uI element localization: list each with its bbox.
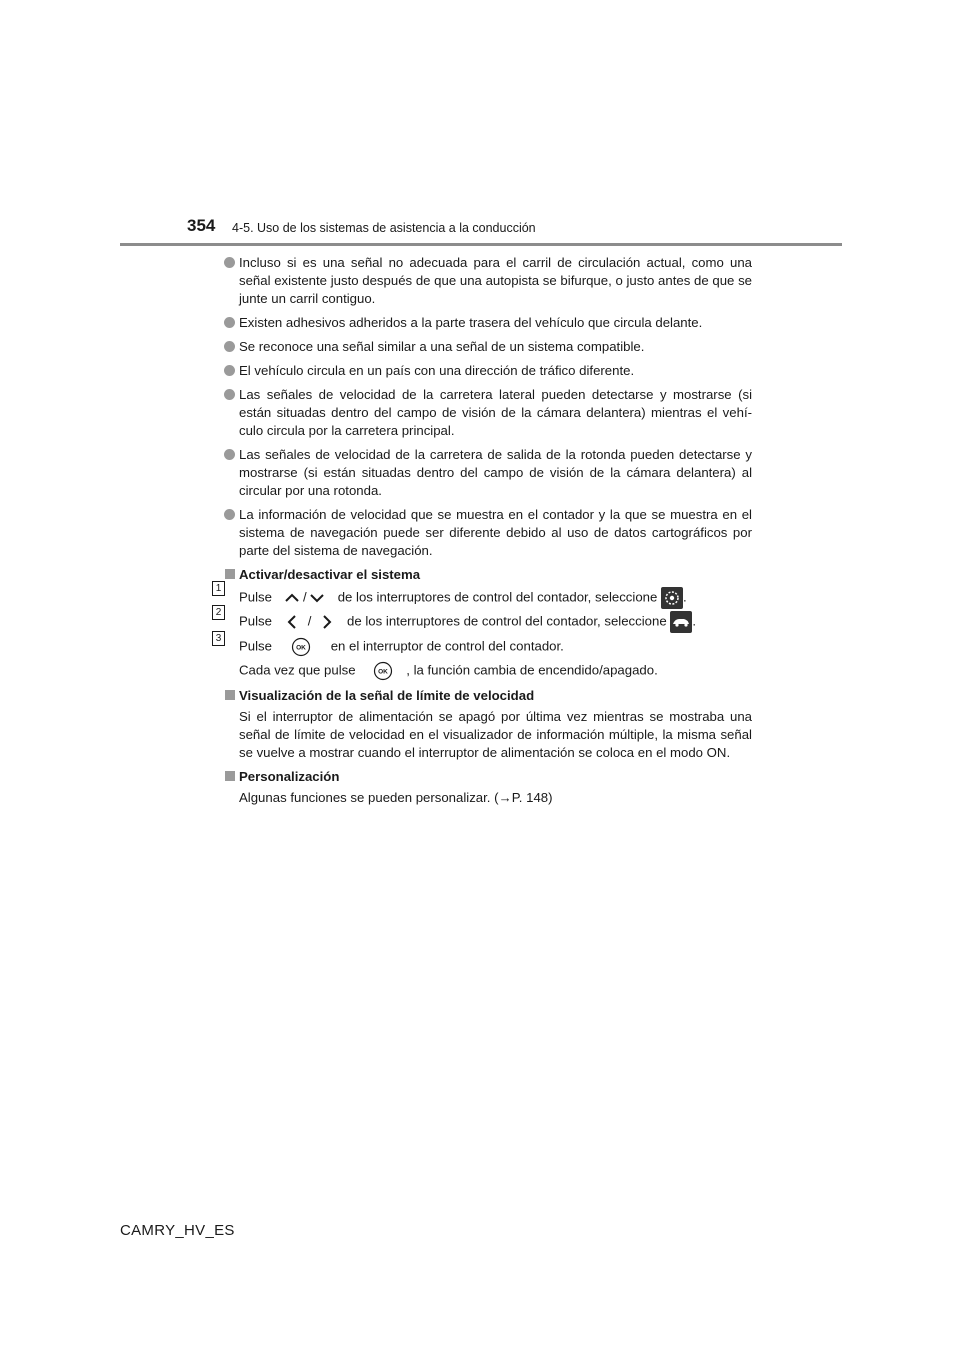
bullet-dot-icon bbox=[224, 341, 235, 352]
bullet-item: Las señales de velocidad de la carretera de salida de la rotonda pueden detectarse y mostrarse (si están situadas dentro del campo de visión de la cámara delantera) al circular por una rotonda. bbox=[224, 446, 752, 500]
ok-label: OK bbox=[378, 668, 388, 676]
page-number: 354 bbox=[187, 216, 216, 235]
bullet-dot-icon bbox=[224, 449, 235, 460]
activar-heading: Activar/desactivar el sistema bbox=[224, 566, 752, 584]
bullet-dot-icon bbox=[224, 389, 235, 400]
bullet-item: Incluso si es una señal no adecuada para el carril de circulación actual, como una señal existente justo después de que una autopista se bifurque, o justo antes de que se junte un carril contiguo. bbox=[224, 254, 752, 308]
step-1: 1 Pulse / de los interruptores de control del contador, seleccione . bbox=[224, 587, 752, 605]
step-note: Cada vez que pulse OK , la función cambia de encendido/apagado. bbox=[224, 661, 752, 681]
personalizacion-heading: Personalización bbox=[224, 768, 752, 786]
bullet-dot-icon bbox=[224, 509, 235, 520]
chevron-down-icon bbox=[310, 593, 324, 603]
bullet-dot-icon bbox=[224, 257, 235, 268]
footer-model: CAMRY_HV_ES bbox=[120, 1222, 235, 1239]
section-square-icon bbox=[225, 690, 235, 700]
chevron-up-icon bbox=[285, 593, 299, 603]
bullet-item: El vehículo circula en un país con una dirección de tráfico diferente. bbox=[224, 362, 752, 380]
page-content bbox=[215, 254, 752, 813]
bullet-item: Las señales de velocidad de la carretera lateral pueden detectarse y mostrarse (si están situadas dentro del campo de visión de la cámara delantera) mientras el vehí-culo circula por la carretera principal. bbox=[224, 386, 752, 440]
section-title: 4-5. Uso de los sistemas de asistencia a la conducción bbox=[232, 221, 536, 235]
chevron-right-icon bbox=[322, 615, 332, 629]
step-number: 3 bbox=[212, 631, 225, 646]
section-square-icon bbox=[225, 771, 235, 781]
ok-button-icon bbox=[373, 661, 393, 681]
bullet-item: La información de velocidad que se muestra en el contador y la que se muestra en el sistema de navegación puede ser diferente debido al uso de datos cartográficos por parte del sistema de navegación. bbox=[224, 506, 752, 560]
ok-button-icon bbox=[291, 637, 311, 657]
visualizacion-heading: Visualización de la señal de límite de velocidad bbox=[224, 687, 752, 705]
step-2: 2 Pulse / de los interruptores de control del contador, seleccione . bbox=[224, 611, 752, 629]
section-square-icon bbox=[225, 569, 235, 579]
bullet-item: Existen adhesivos adheridos a la parte trasera del vehículo que circula delante. bbox=[224, 314, 752, 332]
visualizacion-text: Si el interruptor de alimentación se apagó por última vez mientras se mostraba una señal de límite de velocidad en el visualizador de información múltiple, la misma señal se vuelve a mostrar cuando el interruptor de alimentación se coloca en el modo ON. bbox=[239, 709, 752, 760]
car-assist-icon bbox=[670, 611, 692, 633]
chevron-left-icon bbox=[287, 615, 297, 629]
settings-gear-icon bbox=[661, 587, 683, 609]
bullet-item: Se reconoce una señal similar a una señal de un sistema compatible. bbox=[224, 338, 752, 356]
step-number: 2 bbox=[212, 605, 225, 620]
personalizacion-text: Algunas funciones se pueden personalizar. (→P. 148) bbox=[239, 790, 553, 805]
step-number: 1 bbox=[212, 581, 225, 596]
bullet-dot-icon bbox=[224, 365, 235, 376]
step-3: 3 Pulse OK en el interruptor de control del contador. bbox=[224, 637, 752, 655]
header-rule bbox=[120, 243, 842, 246]
bullet-dot-icon bbox=[224, 317, 235, 328]
ok-label: OK bbox=[296, 644, 307, 652]
